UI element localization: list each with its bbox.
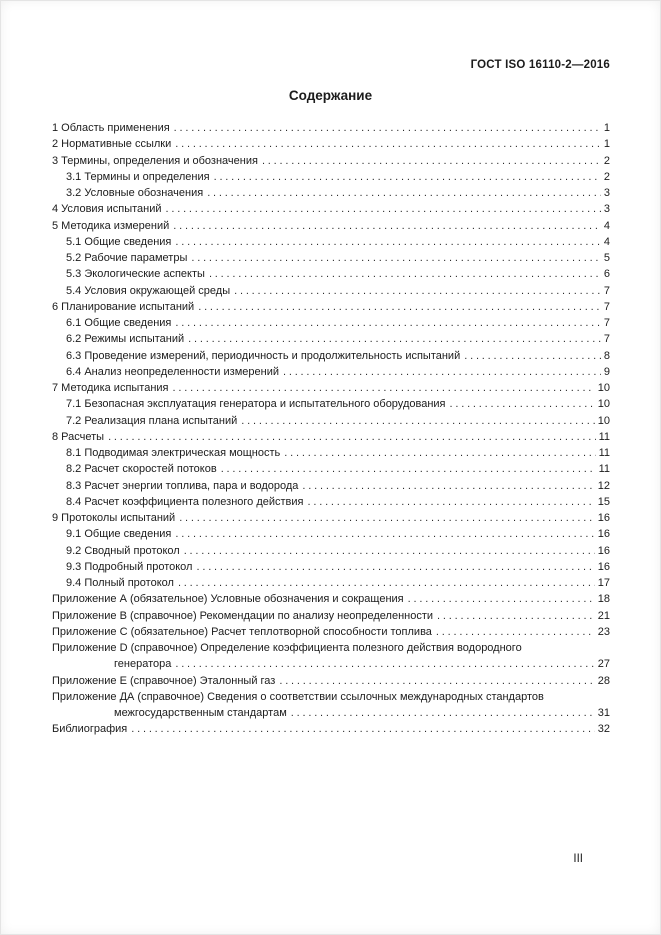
toc-row xyxy=(52,413,610,429)
toc-entry-label: 7 Методика испытания xyxy=(52,382,169,394)
toc-page-number: 27 xyxy=(597,658,610,671)
toc-page-number: 3 xyxy=(603,187,610,199)
toc-row xyxy=(52,624,610,640)
dot-leader xyxy=(173,380,595,396)
toc-entry-label: 8 Расчеты xyxy=(52,430,105,443)
toc-row xyxy=(52,510,610,526)
toc-row xyxy=(52,120,610,136)
toc-entry xyxy=(52,478,610,494)
toc-entry-label: 5.1 Общие сведения xyxy=(66,235,172,248)
toc-entry xyxy=(52,380,610,396)
dot-leader xyxy=(175,234,600,250)
dot-leader xyxy=(198,299,601,315)
dot-leader xyxy=(166,201,601,217)
toc-entry-label: 8.4 Расчет коэффициента полезного действия xyxy=(66,495,304,508)
toc-entry xyxy=(52,218,610,234)
toc-row xyxy=(52,461,610,477)
toc-entry-label: 9.3 Подробный протокол xyxy=(66,560,193,573)
dot-leader xyxy=(241,413,594,429)
toc-page-number: 16 xyxy=(597,512,610,524)
dot-leader xyxy=(108,429,596,445)
toc-row xyxy=(52,153,610,169)
footer-page-number: III xyxy=(573,853,583,865)
toc-page-number: 11 xyxy=(598,447,610,459)
toc-page-number: 2 xyxy=(603,154,610,167)
toc-entry xyxy=(52,494,610,510)
dot-leader xyxy=(191,250,601,266)
toc-page-number: 7 xyxy=(603,333,610,346)
toc-entry-label: 8.3 Расчет энергии топлива, пара и водорода xyxy=(66,479,299,492)
toc-page-number: 4 xyxy=(603,235,610,248)
toc-entry xyxy=(52,315,610,331)
toc-entry xyxy=(52,413,610,429)
toc-entry-label: 4 Условия испытаний xyxy=(52,203,162,216)
toc-row xyxy=(52,299,610,315)
toc-page-number: 32 xyxy=(597,723,610,736)
toc-row xyxy=(52,266,610,282)
toc-entry-label: Приложение С (обязательное) Расчет теплотворной способности топлива xyxy=(52,625,432,638)
toc-row xyxy=(52,283,610,299)
dot-leader xyxy=(291,705,595,721)
toc-row xyxy=(52,396,610,412)
toc-row xyxy=(52,234,610,250)
toc-row xyxy=(52,526,610,542)
dot-leader xyxy=(207,185,601,201)
toc-entry xyxy=(52,153,610,169)
dot-leader xyxy=(214,169,601,185)
dot-leader xyxy=(437,608,595,624)
toc-page-number: 16 xyxy=(597,528,610,541)
toc-page-number: 21 xyxy=(597,609,610,622)
toc-page-number: 15 xyxy=(597,495,610,508)
toc-row xyxy=(52,429,610,445)
toc-row xyxy=(52,656,610,672)
toc-page-number: 7 xyxy=(603,317,610,329)
toc-entry-label: 6.2 Режимы испытаний xyxy=(66,333,185,346)
toc-row xyxy=(52,608,610,624)
toc-page-number: 10 xyxy=(597,398,610,411)
toc-entry xyxy=(52,445,610,461)
dot-leader xyxy=(131,721,595,737)
dot-leader xyxy=(188,331,601,347)
toc-entry xyxy=(52,429,610,445)
toc-entry xyxy=(52,169,610,185)
toc-page-number: 6 xyxy=(603,268,610,281)
toc-entry-label: 5 Методика измерений xyxy=(52,219,170,232)
toc-entry xyxy=(52,640,610,673)
dot-leader xyxy=(221,461,596,477)
toc-page-number: 8 xyxy=(603,349,610,362)
toc-entry-label: Приложение D (справочное) Определение коэффициента полезного действия водородного xyxy=(52,642,522,654)
dot-leader xyxy=(436,624,595,640)
toc-entry-label: Приложение ДА (справочное) Сведения о соответствии ссылочных международных стандартов xyxy=(52,690,544,703)
toc-page-number: 7 xyxy=(603,300,610,313)
toc-row xyxy=(52,591,610,607)
toc-row xyxy=(52,494,610,510)
dot-leader xyxy=(302,478,594,494)
toc-entry-label: 3 Термины, определения и обозначения xyxy=(52,154,258,167)
toc-entry-label: 6.4 Анализ неопределенности измерений xyxy=(66,365,279,378)
toc-page-number: 16 xyxy=(597,560,610,573)
toc-row xyxy=(52,721,610,737)
toc-row xyxy=(52,185,610,201)
toc-entry xyxy=(52,510,610,526)
page-title: Содержание xyxy=(288,88,373,103)
toc-entry xyxy=(52,136,610,152)
dot-leader xyxy=(175,526,594,542)
toc-row xyxy=(52,218,610,234)
toc-entry xyxy=(52,559,610,575)
toc-page-number: 28 xyxy=(597,674,610,687)
toc-entry-label: 9 Протоколы испытаний xyxy=(52,512,176,524)
toc-entry-label: 5.2 Рабочие параметры xyxy=(66,252,188,264)
toc-row xyxy=(52,201,610,217)
dot-leader xyxy=(284,445,595,461)
toc-page-number: 10 xyxy=(597,382,610,394)
toc-entry xyxy=(52,673,610,689)
toc-entry-label: 7.2 Реализация плана испытаний xyxy=(66,414,238,427)
toc-row xyxy=(52,315,610,331)
toc-entry-label: 1 Область применения xyxy=(52,122,170,134)
toc-page-number: 12 xyxy=(597,479,610,492)
toc-page-number: 7 xyxy=(603,284,610,297)
toc-page-number: 23 xyxy=(597,625,610,638)
dot-leader xyxy=(175,656,594,672)
toc-entry xyxy=(52,120,610,136)
toc-page-number: 1 xyxy=(603,138,610,151)
toc-entry-label: 7.1 Безопасная эксплуатация генератора и испытательного оборудования xyxy=(66,398,446,411)
toc-page-number: 5 xyxy=(603,252,610,264)
toc-entry-label: 6.3 Проведение измерений, периодичность и продолжительность испытаний xyxy=(66,349,461,362)
toc-page-number: 3 xyxy=(603,203,610,216)
toc-entry-label: 3.1 Термины и определения xyxy=(66,170,210,183)
toc-entry-label: Приложение А (обязательное) Условные обозначения и сокращения xyxy=(52,593,404,606)
toc-entry xyxy=(52,575,610,591)
toc-entry-label: 9.2 Сводный протокол xyxy=(66,544,180,557)
toc-row xyxy=(52,364,610,380)
toc-entry-label: Приложение В (справочное) Рекомендации по анализу неопределенности xyxy=(52,609,434,622)
toc-page-number: 18 xyxy=(597,593,610,606)
dot-leader xyxy=(175,136,601,152)
dot-leader xyxy=(175,315,600,331)
toc-page-number: 16 xyxy=(597,544,610,557)
toc-entry-label: 8.1 Подводимая электрическая мощность xyxy=(66,447,281,459)
toc-entry-label: 9.1 Общие сведения xyxy=(66,528,172,541)
toc-row xyxy=(52,543,610,559)
toc-entry-label: 9.4 Полный протокол xyxy=(66,577,174,589)
dot-leader xyxy=(450,396,595,412)
doc-code: ГОСТ ISO 16110-2—2016 xyxy=(470,59,610,71)
dot-leader xyxy=(279,673,594,689)
toc-row xyxy=(52,169,610,185)
toc-entry xyxy=(52,201,610,217)
toc-page-number: 17 xyxy=(597,577,610,589)
toc-entry-label: 2 Нормативные ссылки xyxy=(52,138,172,151)
toc-page-number: 2 xyxy=(603,170,610,183)
toc-entry-label: 8.2 Расчет скоростей потоков xyxy=(66,463,217,476)
toc-row xyxy=(52,673,610,689)
dot-leader xyxy=(196,559,594,575)
toc-entry-label: Приложение Е (справочное) Эталонный газ xyxy=(52,674,276,687)
toc-page-number: 1 xyxy=(603,122,610,134)
toc-row xyxy=(52,136,610,152)
toc-page-number: 11 xyxy=(598,463,610,476)
toc-entry xyxy=(52,299,610,315)
toc-entry xyxy=(52,689,610,722)
toc-row xyxy=(52,705,610,721)
toc-entry xyxy=(52,185,610,201)
toc-page-number: 11 xyxy=(598,430,610,443)
toc-page-number: 9 xyxy=(603,365,610,378)
toc-entry xyxy=(52,624,610,640)
dot-leader xyxy=(178,575,595,591)
dot-leader xyxy=(408,591,595,607)
toc-entry xyxy=(52,608,610,624)
toc-row xyxy=(52,445,610,461)
dot-leader xyxy=(308,494,595,510)
dot-leader xyxy=(283,364,601,380)
toc-entry xyxy=(52,250,610,266)
toc-row xyxy=(52,380,610,396)
toc-row xyxy=(52,478,610,494)
toc-page-number: 4 xyxy=(603,219,610,232)
toc-entry xyxy=(52,396,610,412)
toc-entry xyxy=(52,543,610,559)
toc-row xyxy=(52,348,610,364)
toc-entry xyxy=(52,234,610,250)
dot-leader xyxy=(184,543,595,559)
toc-entry-label: 5.4 Условия окружающей среды xyxy=(66,284,231,297)
toc-entry-label: 3.2 Условные обозначения xyxy=(66,187,204,199)
dot-leader xyxy=(179,510,595,526)
toc-entry xyxy=(52,283,610,299)
dot-leader xyxy=(209,266,601,282)
toc-entry xyxy=(52,526,610,542)
dot-leader xyxy=(174,120,601,136)
dot-leader xyxy=(464,348,601,364)
toc-row xyxy=(52,331,610,347)
toc-entry-label: 5.3 Экологические аспекты xyxy=(66,268,205,281)
toc-entry-label: межгосударственным стандартам xyxy=(114,707,287,719)
toc-entry-label: генератора xyxy=(114,658,172,671)
dot-leader xyxy=(234,283,601,299)
dot-leader xyxy=(173,218,601,234)
toc-row xyxy=(52,250,610,266)
dot-leader xyxy=(262,153,601,169)
toc-row xyxy=(52,559,610,575)
toc-entry xyxy=(52,461,610,477)
toc-entry xyxy=(52,591,610,607)
toc-page-number: 10 xyxy=(597,414,610,427)
toc-entry xyxy=(52,348,610,364)
toc-entry-label: Библиография xyxy=(52,723,128,736)
toc-entry xyxy=(52,721,610,737)
toc-page-number: 31 xyxy=(597,707,610,719)
toc-entry xyxy=(52,331,610,347)
toc-entry-label: 6 Планирование испытаний xyxy=(52,300,195,313)
toc-entry xyxy=(52,266,610,282)
toc-list xyxy=(52,120,610,738)
toc-entry-label: 6.1 Общие сведения xyxy=(66,317,172,329)
toc-entry xyxy=(52,364,610,380)
toc-row xyxy=(52,575,610,591)
